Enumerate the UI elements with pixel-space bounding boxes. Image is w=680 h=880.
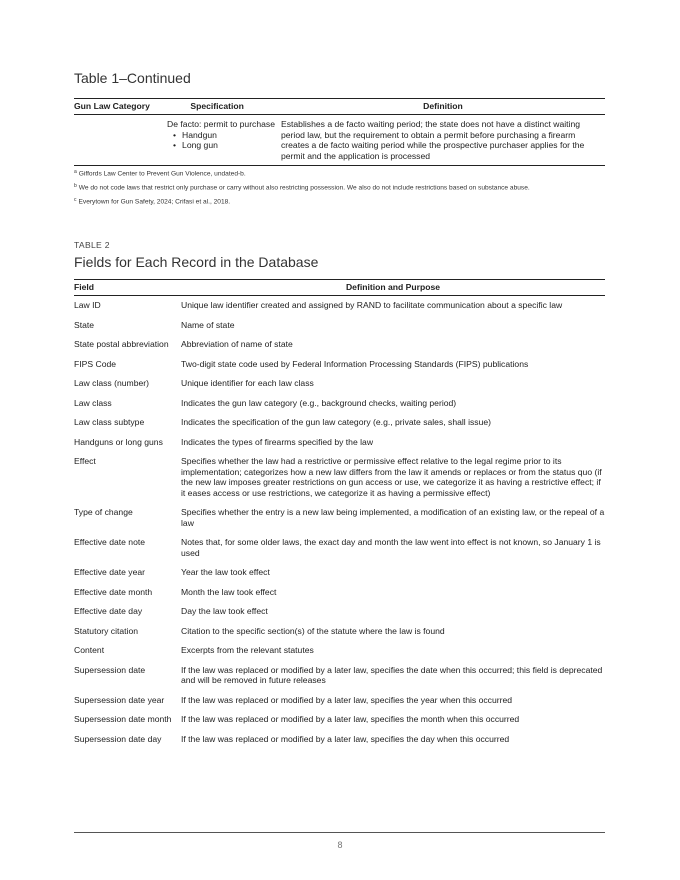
- spec-bullet-item: • Long gun: [173, 140, 275, 151]
- field-name-cell: Supersession date year: [74, 694, 165, 705]
- table-row: [74, 587, 605, 607]
- field-definition-cell: Indicates the gun law category (e.g., background checks, waiting period): [181, 397, 457, 408]
- field-definition-cell: Indicates the types of firearms specified by the law: [181, 436, 374, 447]
- table-row: [74, 695, 605, 715]
- table-row: [74, 398, 605, 418]
- table-row: [74, 645, 605, 665]
- footnote: [74, 196, 605, 207]
- footnote-mark: c: [74, 197, 77, 204]
- field-definition-cell: Day the law took effect: [181, 606, 268, 616]
- field-name-cell: Law ID: [74, 300, 101, 310]
- field-definition-cell: Name of state: [181, 319, 235, 330]
- table-row: [74, 417, 605, 437]
- field-name-cell: Handguns or long guns: [74, 436, 163, 447]
- field-name-cell: Law class (number): [74, 378, 149, 388]
- field-definition-cell: If the law was replaced or modified by a later law, specifies the day when this occurred: [181, 733, 510, 744]
- table-row: [74, 296, 605, 320]
- field-name-cell: Effective date note: [74, 537, 146, 547]
- spec-bullet-item: • Handgun: [173, 130, 275, 141]
- table2-header-field: Field: [74, 280, 181, 296]
- table2-header-definition: Definition and Purpose: [181, 280, 605, 296]
- field-definition-cell: Notes that, for some older laws, the exact day and month the law went into effect is not known, so January 1 is used: [181, 537, 601, 558]
- footnote: [74, 168, 605, 179]
- footnote-mark: a: [74, 169, 77, 175]
- spec-bullet-list: [167, 130, 275, 151]
- table-row: [74, 359, 605, 379]
- field-definition-cell: Year the law took effect: [181, 567, 270, 577]
- field-definition-cell: If the law was replaced or modified by a later law, specifies the date when this occurred; this field is deprecated and will be removed in future releases: [181, 664, 603, 685]
- table-row: [74, 378, 605, 398]
- table-row: [74, 437, 605, 457]
- field-name-cell: Effect: [74, 456, 96, 466]
- table1-footnotes: [74, 168, 605, 210]
- field-definition-cell: If the law was replaced or modified by a later law, specifies the month when this occurred: [181, 714, 520, 724]
- field-definition-cell: Specifies whether the law had a restrictive or permissive effect relative to the legal regime prior to its implementation; categorizes how a new law differs from the law it amends or replaces or from the status quo (if the new law imposes greater restrictions on gun access or use, we categorize it as having a restrictive effect; if it eases access or use restrictions, we categorize it as having a permissive effect): [181, 456, 602, 498]
- table1: [74, 98, 605, 166]
- field-definition-cell: Citation to the specific section(s) of the statute where the law is found: [181, 625, 445, 636]
- field-definition-cell: Two-digit state code used by Federal Information Processing Standards (FIPS) publications: [181, 358, 529, 369]
- field-definition-cell: Unique law identifier created and assigned by RAND to facilitate communication about a specific law: [181, 300, 563, 310]
- table-row: [74, 714, 605, 734]
- footnote-text: Giffords Law Center to Prevent Gun Violence, undated-b.: [78, 170, 246, 178]
- field-definition-cell: Specifies whether the entry is a new law being implemented, a modification of an existing law, or the repeal of a law: [181, 507, 605, 528]
- field-name-cell: Statutory citation: [74, 625, 139, 636]
- field-name-cell: Effective date day: [74, 606, 143, 616]
- table2-title: Fields for Each Record in the Database: [74, 254, 319, 270]
- field-name-cell: Supersession date month: [74, 714, 172, 724]
- table-row: [74, 320, 605, 340]
- field-name-cell: Supersession date: [74, 664, 146, 675]
- table1-row: [74, 115, 605, 166]
- field-name-cell: State postal abbreviation: [74, 339, 169, 349]
- field-name-cell: Effective date year: [74, 567, 146, 577]
- field-name-cell: Content: [74, 645, 105, 655]
- table-row: [74, 339, 605, 359]
- table2: [74, 279, 605, 753]
- table-row: [74, 665, 605, 695]
- table1-cell-specification: [153, 115, 281, 166]
- table-row: [74, 537, 605, 567]
- table1-header-specification: Specification: [153, 99, 281, 115]
- table-row: [74, 507, 605, 537]
- field-name-cell: FIPS Code: [74, 358, 117, 369]
- field-definition-cell: Indicates the specification of the gun law category (e.g., private sales, shall issue): [181, 417, 492, 427]
- table2-label: TABLE 2: [74, 240, 110, 250]
- table1-title: Table 1–Continued: [74, 70, 191, 86]
- field-name-cell: State: [74, 319, 95, 330]
- field-name-cell: Effective date month: [74, 586, 153, 597]
- table-row: [74, 734, 605, 754]
- field-definition-cell: Month the law took effect: [181, 586, 277, 597]
- table-row: [74, 567, 605, 587]
- table1-cell-category: [74, 115, 153, 166]
- table2-header-row: [74, 280, 605, 296]
- field-name-cell: Supersession date day: [74, 733, 162, 744]
- spec-main-text: De facto: permit to purchase: [167, 119, 275, 129]
- table-row: [74, 606, 605, 626]
- field-definition-cell: Unique identifier for each law class: [181, 378, 314, 388]
- table1-header-definition: Definition: [281, 99, 605, 115]
- field-name-cell: Type of change: [74, 507, 133, 517]
- footnote-mark: b: [74, 183, 77, 190]
- field-definition-cell: Abbreviation of name of state: [181, 339, 293, 349]
- table1-cell-definition: Establishes a de facto waiting period; the state does not have a distinct waiting period law, but the requirement to obtain a permit before purchasing a firearm creates a de facto waiting period while the prospective purchaser applies for the permit and the application is processed: [281, 115, 605, 166]
- table2-body: [74, 296, 605, 754]
- footnote-text: Everytown for Gun Safety, 2024; Crifasi et al., 2018.: [78, 198, 231, 206]
- footer-rule: [74, 832, 605, 833]
- footnote-text: We do not code laws that restrict only purchase or carry without also restricting possession. We also do not include restrictions based on substance abuse.: [78, 184, 530, 192]
- field-name-cell: Law class: [74, 397, 112, 408]
- table1-header-category: Gun Law Category: [74, 99, 153, 115]
- table1-header-row: [74, 99, 605, 115]
- field-definition-cell: If the law was replaced or modified by a later law, specifies the year when this occurred: [181, 694, 513, 705]
- footnote: [74, 182, 605, 193]
- table-row: [74, 456, 605, 507]
- table-row: [74, 626, 605, 646]
- field-definition-cell: Excerpts from the relevant statutes: [181, 645, 314, 655]
- page-number: 8: [337, 840, 343, 850]
- field-name-cell: Law class subtype: [74, 417, 145, 427]
